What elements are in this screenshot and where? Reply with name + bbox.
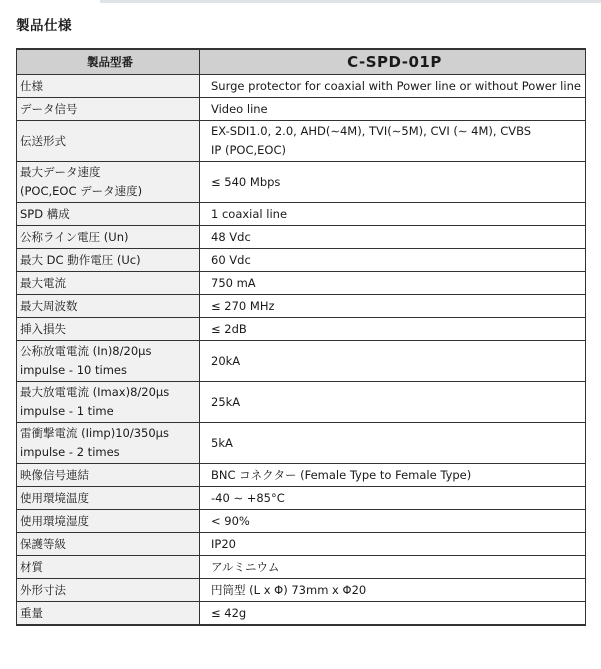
table-row bbox=[17, 533, 586, 556]
spec-value-line: 20kA bbox=[211, 353, 241, 368]
spec-value bbox=[200, 510, 586, 533]
spec-value bbox=[200, 249, 586, 272]
spec-value bbox=[200, 602, 586, 626]
table-row bbox=[17, 249, 586, 272]
spec-label-line: (POC,EOC データ速度) bbox=[20, 184, 143, 198]
spec-label bbox=[17, 533, 200, 556]
spec-value-line: < 90% bbox=[211, 513, 250, 528]
spec-value-line: 750 mA bbox=[211, 275, 256, 290]
spec-label-line: 最大周波数 bbox=[20, 298, 78, 313]
spec-value bbox=[200, 318, 586, 341]
spec-label-line: 伝送形式 bbox=[20, 133, 66, 148]
spec-value-line: アルミニウム bbox=[211, 559, 280, 574]
spec-value-line: BNC コネクター (Female Type to Female Type) bbox=[211, 467, 472, 482]
table-row bbox=[17, 423, 586, 464]
spec-label-line: SPD 構成 bbox=[20, 206, 70, 221]
spec-label-line: impulse - 10 times bbox=[20, 363, 127, 377]
spec-label bbox=[17, 98, 200, 121]
spec-label-line: 使用環境湿度 bbox=[20, 513, 89, 528]
spec-label bbox=[17, 162, 200, 203]
spec-value-line: ≤ 2dB bbox=[211, 321, 247, 336]
table-row bbox=[17, 98, 586, 121]
spec-value bbox=[200, 533, 586, 556]
spec-label bbox=[17, 382, 200, 423]
spec-value-line: IP20 bbox=[211, 536, 236, 551]
table-row bbox=[17, 272, 586, 295]
spec-value-line: 60 Vdc bbox=[211, 252, 251, 267]
spec-label bbox=[17, 341, 200, 382]
spec-value-line: 5kA bbox=[211, 435, 233, 450]
spec-value bbox=[200, 162, 586, 203]
table-row bbox=[17, 226, 586, 249]
page-title: 製品仕様 bbox=[16, 18, 72, 34]
spec-label bbox=[17, 226, 200, 249]
spec-label bbox=[17, 75, 200, 98]
spec-label-line: 外形寸法 bbox=[20, 582, 66, 597]
spec-label bbox=[17, 464, 200, 487]
spec-label-line: 最大データ速度 bbox=[20, 165, 101, 179]
spec-label-line: 映像信号連結 bbox=[20, 467, 89, 482]
spec-value bbox=[200, 295, 586, 318]
table-row bbox=[17, 295, 586, 318]
table-row bbox=[17, 162, 586, 203]
spec-table bbox=[16, 48, 586, 626]
table-row bbox=[17, 382, 586, 423]
spec-label bbox=[17, 203, 200, 226]
spec-value bbox=[200, 556, 586, 579]
top-divider bbox=[100, 0, 601, 3]
spec-value bbox=[200, 464, 586, 487]
spec-label-line: 最大放電電流 (Imax)8/20μs bbox=[20, 385, 170, 399]
spec-label bbox=[17, 249, 200, 272]
table-row bbox=[17, 464, 586, 487]
spec-value-line: 48 Vdc bbox=[211, 229, 251, 244]
spec-value bbox=[200, 75, 586, 98]
table-row bbox=[17, 75, 586, 98]
spec-label-line: 仕様 bbox=[20, 78, 43, 93]
spec-label-line: 最大 DC 動作電圧 (Uc) bbox=[20, 252, 141, 267]
table-header-row bbox=[17, 49, 586, 75]
header-model: C-SPD-01P bbox=[200, 49, 586, 75]
spec-label bbox=[17, 121, 200, 162]
spec-label-line: 重量 bbox=[20, 605, 43, 620]
spec-value-line: ≤ 540 Mbps bbox=[211, 174, 281, 189]
spec-label-line: 使用環境温度 bbox=[20, 490, 89, 505]
spec-value bbox=[200, 341, 586, 382]
table-row bbox=[17, 510, 586, 533]
spec-value-line: EX-SDI1.0, 2.0, AHD(∼4M), TVI(∼5M), CVI (∼ 4M), CVBS bbox=[211, 124, 532, 138]
spec-label bbox=[17, 318, 200, 341]
spec-label-line: 雷衝撃電流 (Iimp)10/350μs bbox=[20, 426, 169, 440]
spec-value bbox=[200, 203, 586, 226]
spec-label bbox=[17, 556, 200, 579]
spec-value-line: -40 ∼ +85°C bbox=[211, 490, 285, 505]
spec-label-line: impulse - 1 time bbox=[20, 404, 114, 418]
table-row bbox=[17, 487, 586, 510]
spec-value-line: 1 coaxial line bbox=[211, 206, 288, 221]
spec-label bbox=[17, 602, 200, 626]
spec-value-line: 25kA bbox=[211, 394, 241, 409]
spec-value bbox=[200, 226, 586, 249]
table-row bbox=[17, 341, 586, 382]
spec-label bbox=[17, 295, 200, 318]
spec-label bbox=[17, 487, 200, 510]
spec-value-line: Surge protector for coaxial with Power line or without Power line bbox=[211, 78, 581, 93]
spec-value bbox=[200, 382, 586, 423]
spec-label-line: 保護等級 bbox=[20, 536, 66, 551]
spec-label-line: 最大電流 bbox=[20, 275, 66, 290]
spec-value bbox=[200, 579, 586, 602]
table-row bbox=[17, 121, 586, 162]
table-row bbox=[17, 602, 586, 626]
spec-label bbox=[17, 579, 200, 602]
spec-label-line: 挿入損失 bbox=[20, 321, 66, 336]
table-row bbox=[17, 203, 586, 226]
table-row bbox=[17, 579, 586, 602]
spec-value bbox=[200, 272, 586, 295]
spec-label bbox=[17, 510, 200, 533]
spec-value-line: IP (POC,EOC) bbox=[211, 143, 286, 157]
table-row bbox=[17, 556, 586, 579]
spec-value-line: Video line bbox=[211, 101, 268, 116]
spec-value bbox=[200, 98, 586, 121]
spec-label-line: 公称ライン電圧 (Un) bbox=[20, 229, 129, 244]
spec-body bbox=[17, 75, 586, 626]
spec-value-line: ≤ 42g bbox=[211, 605, 247, 620]
spec-value-line: ≤ 270 MHz bbox=[211, 298, 275, 313]
spec-label-line: impulse - 2 times bbox=[20, 445, 120, 459]
spec-value bbox=[200, 423, 586, 464]
spec-value-line: 円筒型 (L x Φ) 73mm x Φ20 bbox=[211, 582, 367, 597]
table-row bbox=[17, 318, 586, 341]
spec-label-line: 材質 bbox=[20, 559, 43, 574]
header-label: 製品型番 bbox=[17, 49, 200, 75]
spec-label-line: データ信号 bbox=[20, 101, 78, 116]
spec-value bbox=[200, 121, 586, 162]
spec-label-line: 公称放電電流 (In)8/20μs bbox=[20, 344, 152, 358]
spec-value bbox=[200, 487, 586, 510]
spec-label bbox=[17, 423, 200, 464]
spec-label bbox=[17, 272, 200, 295]
